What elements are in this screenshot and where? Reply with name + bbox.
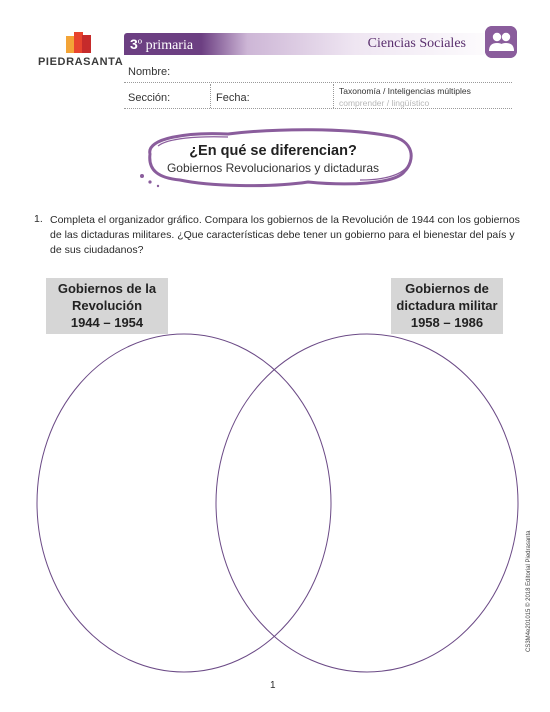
question-text: Completa el organizador gráfico. Compara los gobiernos de la Revolución de 1944 con los gobiernos de las dictaduras militares. ¿Que características debe tener un gobierno para el bienestar del país y de sus ciudadanos?: [50, 214, 520, 256]
activity-subtitle: Gobiernos Revolucionarios y dictaduras: [166, 161, 380, 175]
section-label: Sección:: [128, 92, 171, 104]
activity-title: ¿En qué se diferencian?: [189, 143, 357, 159]
right-label-line: dictadura militar: [396, 298, 498, 313]
taxonomy-title: Taxonomía / Inteligencias múltiples: [339, 86, 471, 96]
subject-title: Ciencias Sociales: [367, 36, 466, 51]
date-label: Fecha:: [216, 92, 250, 104]
brand-name: PIEDRASANTA: [38, 56, 124, 68]
divider: [333, 84, 334, 108]
name-line[interactable]: [124, 82, 512, 83]
venn-left-circle[interactable]: [37, 334, 331, 672]
page-number: 1: [270, 680, 276, 691]
group-users-icon: [485, 26, 517, 58]
left-label-line: Gobiernos de la: [57, 281, 157, 296]
left-label-line: Revolución: [71, 298, 143, 313]
taxonomy-subtitle: comprender / lingüístico: [339, 98, 430, 108]
name-label: Nombre:: [128, 66, 171, 78]
left-label-line: 1944 – 1954: [70, 315, 144, 330]
venn-right-circle[interactable]: [216, 334, 518, 672]
grade-label: 3º primaria: [130, 36, 194, 53]
right-label-line: Gobiernos de: [405, 281, 489, 296]
copyright-note: CS3M4e201015 © 2018 Editorial Piedrasanta: [526, 530, 532, 652]
right-label-line: 1958 – 1986: [410, 315, 484, 330]
divider: [210, 84, 211, 108]
section-line[interactable]: [124, 108, 512, 109]
right-set-label: [391, 278, 503, 334]
piedrasanta-logo-icon: [64, 30, 94, 54]
question-number: 1.: [34, 213, 43, 225]
left-set-label: [46, 278, 168, 334]
